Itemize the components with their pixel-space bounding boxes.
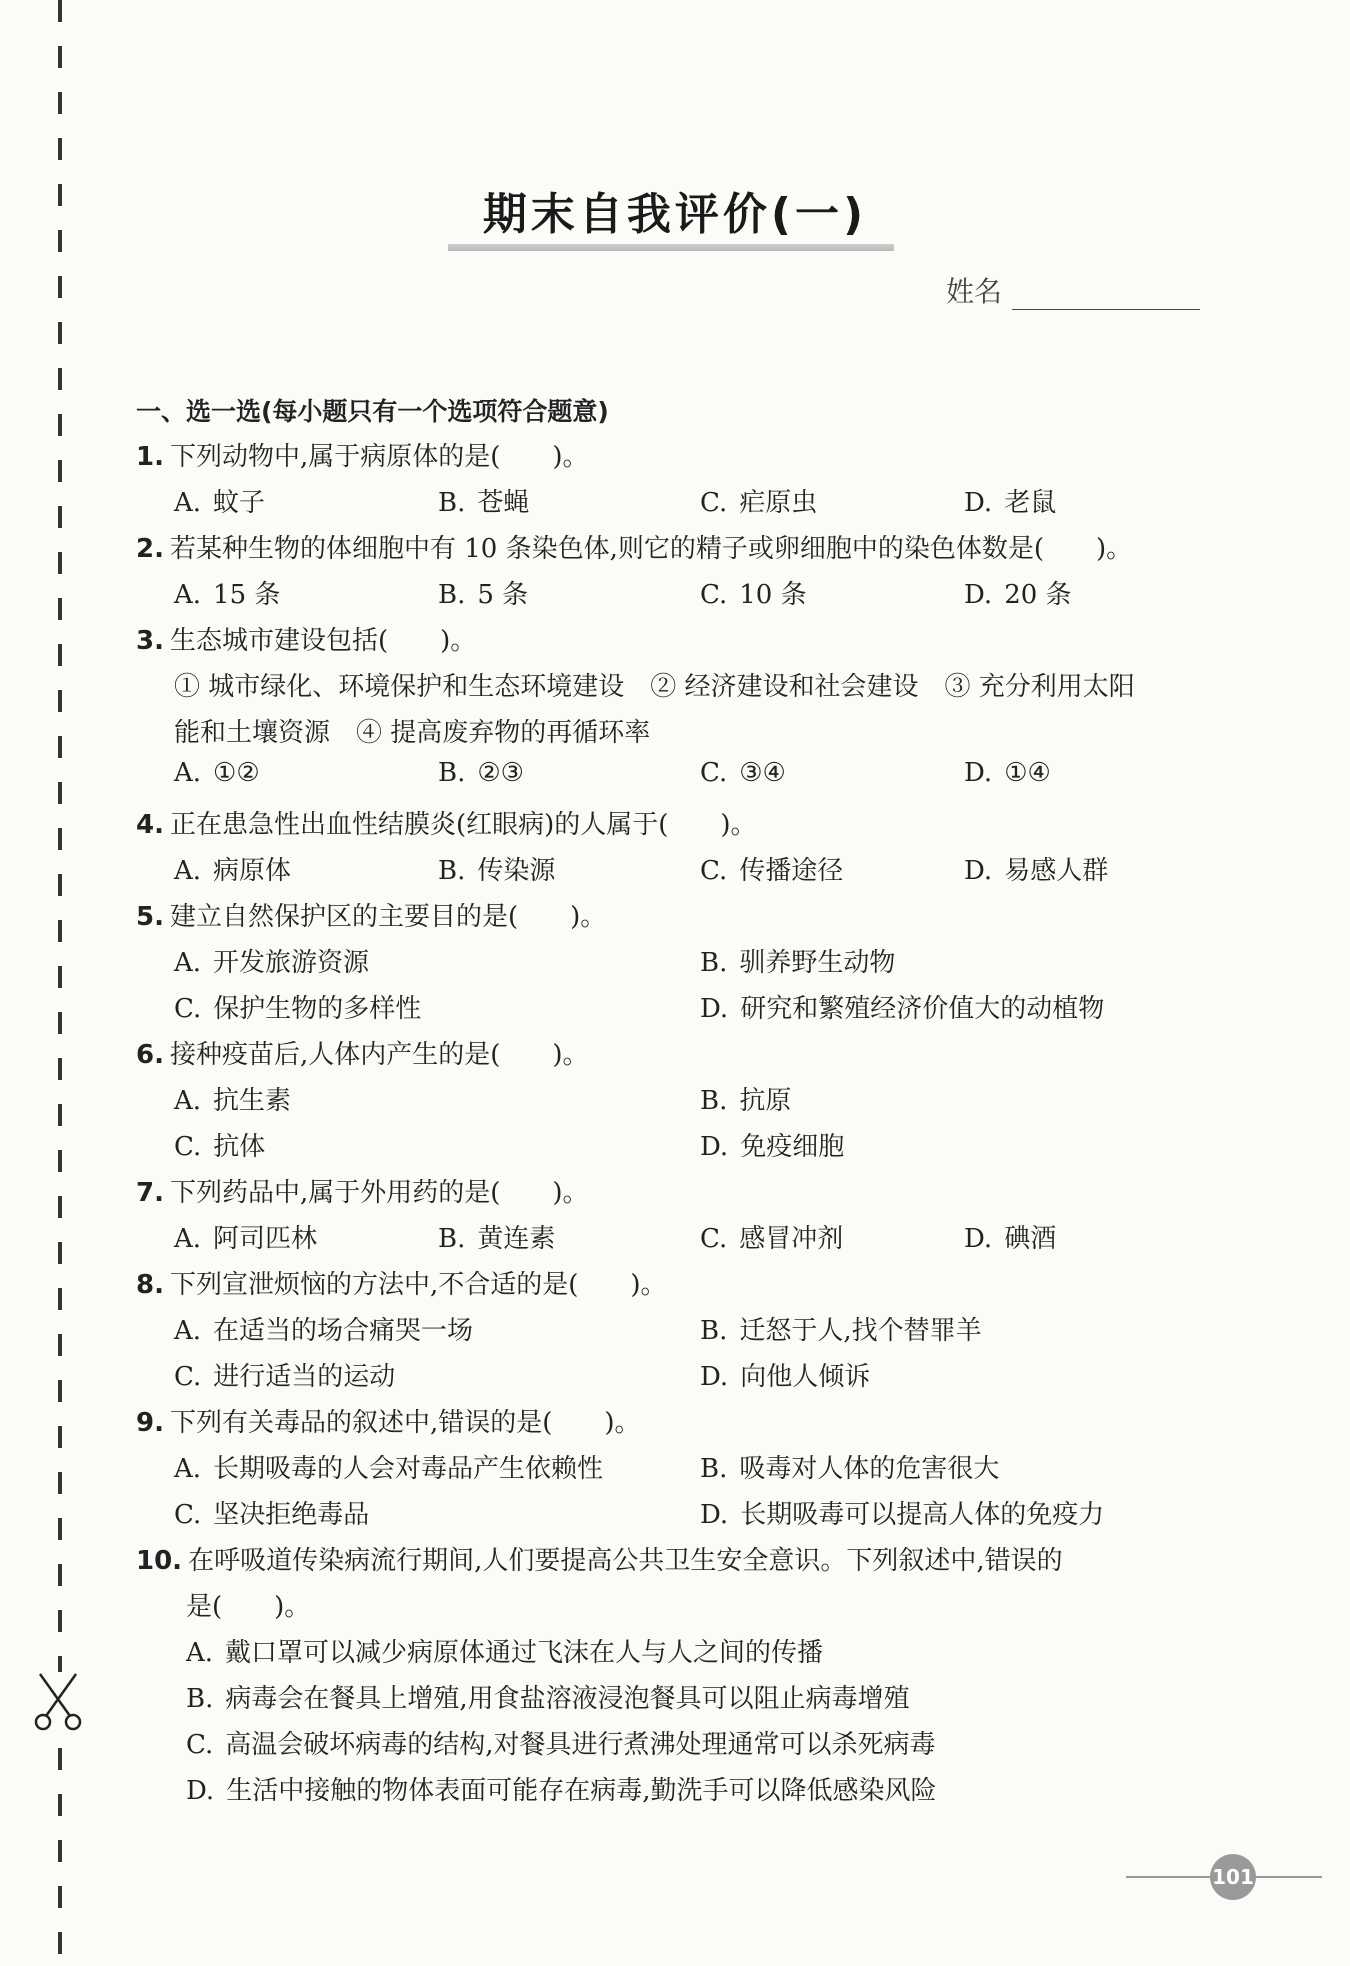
option-8-c[interactable]: C. 进行适当的运动 [174, 1362, 396, 1392]
page-line-left [1126, 1876, 1210, 1878]
option-1-c[interactable]: C. 疟原虫 [700, 488, 818, 518]
question-6: 6. 接种疫苗后,人体内产生的是( )。 [136, 1040, 589, 1070]
option-3-b[interactable]: B. ②③ [438, 758, 524, 788]
option-6-d[interactable]: D. 免疫细胞 [700, 1132, 845, 1162]
option-5-a[interactable]: A. 开发旅游资源 [174, 948, 370, 978]
option-3-d[interactable]: D. ①④ [964, 758, 1051, 788]
name-label: 姓名 [946, 275, 1003, 308]
page-number-area [1126, 1854, 1326, 1900]
option-5-b[interactable]: B. 驯养野生动物 [700, 948, 896, 978]
option-7-d[interactable]: D. 碘酒 [964, 1224, 1057, 1254]
option-4-b[interactable]: B. 传染源 [438, 856, 556, 886]
option-7-a[interactable]: A. 阿司匹林 [174, 1224, 318, 1254]
option-2-b[interactable]: B. 5 条 [438, 580, 529, 610]
option-3-a[interactable]: A. ①② [174, 758, 260, 788]
option-8-b[interactable]: B. 迁怒于人,找个替罪羊 [700, 1316, 982, 1346]
page-line-right [1256, 1876, 1322, 1878]
question-9: 9. 下列有关毒品的叙述中,错误的是( )。 [136, 1408, 641, 1438]
option-9-a[interactable]: A. 长期吸毒的人会对毒品产生依赖性 [174, 1454, 604, 1484]
question-4: 4. 正在患急性出血性结膜炎(红眼病)的人属于( )。 [136, 810, 757, 840]
option-10-c[interactable]: C. 高温会破坏病毒的结构,对餐具进行煮沸处理通常可以杀死病毒 [186, 1730, 936, 1760]
option-9-c[interactable]: C. 坚决拒绝毒品 [174, 1500, 370, 1530]
name-field [946, 270, 1200, 310]
option-6-c[interactable]: C. 抗体 [174, 1132, 266, 1162]
option-5-c[interactable]: C. 保护生物的多样性 [174, 994, 422, 1024]
scissors-icon [30, 1672, 86, 1732]
option-6-a[interactable]: A. 抗生素 [174, 1086, 292, 1116]
question-2: 2. 若某种生物的体细胞中有 10 条染色体,则它的精子或卵细胞中的染色体数是( )。 [136, 534, 1133, 564]
option-8-a[interactable]: A. 在适当的场合痛哭一场 [174, 1316, 474, 1346]
option-2-c[interactable]: C. 10 条 [700, 580, 807, 610]
question-7: 7. 下列药品中,属于外用药的是( )。 [136, 1178, 589, 1208]
option-9-d[interactable]: D. 长期吸毒可以提高人体的免疫力 [700, 1500, 1105, 1530]
question-8: 8. 下列宣泄烦恼的方法中,不合适的是( )。 [136, 1270, 667, 1300]
option-4-c[interactable]: C. 传播途径 [700, 856, 844, 886]
question-3-line-1: ① 城市绿化、环境保护和生态环境建设 ② 经济建设和社会建设 ③ 充分利用太阳 [174, 672, 1135, 702]
option-4-d[interactable]: D. 易感人群 [964, 856, 1109, 886]
option-6-b[interactable]: B. 抗原 [700, 1086, 792, 1116]
option-10-b[interactable]: B. 病毒会在餐具上增殖,用食盐溶液浸泡餐具可以阻止病毒增殖 [186, 1684, 910, 1714]
page-title: 期末自我评价(一) [482, 189, 868, 240]
question-5: 5. 建立自然保护区的主要目的是( )。 [136, 902, 607, 932]
option-10-d[interactable]: D. 生活中接触的物体表面可能存在病毒,勤洗手可以降低感染风险 [186, 1776, 937, 1806]
option-2-a[interactable]: A. 15 条 [174, 580, 281, 610]
title-underline [448, 244, 894, 251]
option-4-a[interactable]: A. 病原体 [174, 856, 292, 886]
option-7-b[interactable]: B. 黄连素 [438, 1224, 556, 1254]
option-1-b[interactable]: B. 苍蝇 [438, 488, 530, 518]
option-1-d[interactable]: D. 老鼠 [964, 488, 1057, 518]
question-3-line-2: 能和土壤资源 ④ 提高废弃物的再循环率 [174, 718, 651, 748]
question-1: 1. 下列动物中,属于病原体的是( )。 [136, 442, 589, 472]
option-1-a[interactable]: A. 蚊子 [174, 488, 266, 518]
question-10: 10. 在呼吸道传染病流行期间,人们要提高公共卫生安全意识。下列叙述中,错误的 [136, 1546, 1063, 1576]
option-10-a[interactable]: A. 戴口罩可以减少病原体通过飞沫在人与人之间的传播 [186, 1638, 824, 1668]
option-5-d[interactable]: D. 研究和繁殖经济价值大的动植物 [700, 994, 1105, 1024]
option-7-c[interactable]: C. 感冒冲剂 [700, 1224, 844, 1254]
option-2-d[interactable]: D. 20 条 [964, 580, 1072, 610]
name-input-line[interactable] [1012, 279, 1200, 310]
question-3: 3. 生态城市建设包括( )。 [136, 626, 477, 656]
question-10-line-2: 是( )。 [186, 1592, 311, 1622]
option-3-c[interactable]: C. ③④ [700, 758, 786, 788]
option-9-b[interactable]: B. 吸毒对人体的危害很大 [700, 1454, 1000, 1484]
option-8-d[interactable]: D. 向他人倾诉 [700, 1362, 871, 1392]
page-number: 101 [1210, 1854, 1256, 1900]
section-heading: 一、选一选(每小题只有一个选项符合题意) [136, 397, 609, 426]
